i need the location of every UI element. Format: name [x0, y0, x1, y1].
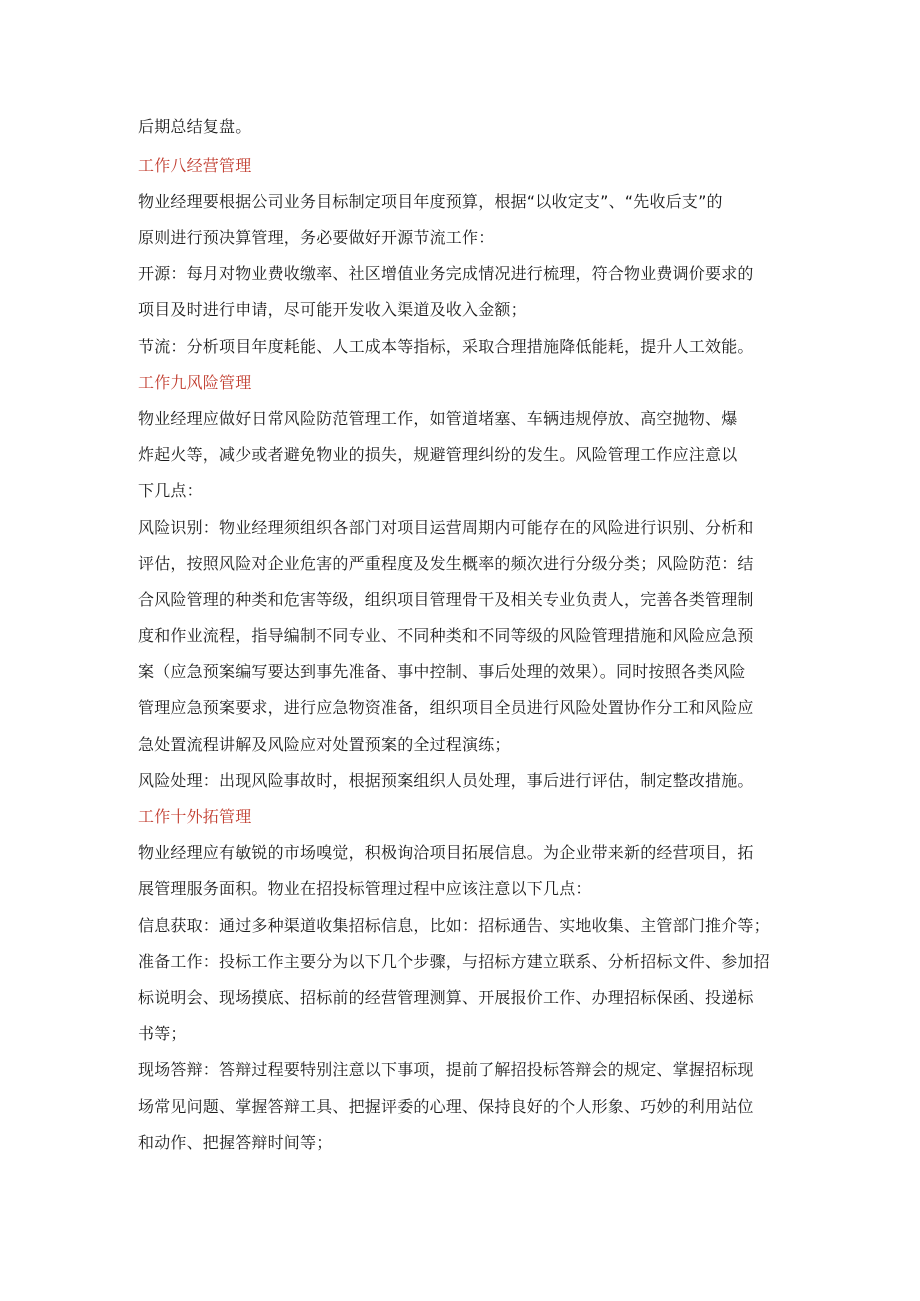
section-heading: 工作八经营管理 [138, 156, 252, 175]
paragraph-line: 信息获取：通过多种渠道收集招标信息，比如：招标通告、实地收集、主管部门推介等； [138, 916, 770, 935]
paragraph-line: 原则进行预决算管理，务必要做好开源节流工作： [138, 228, 495, 247]
paragraph-line: 物业经理要根据公司业务目标制定项目年度预算，根据“以收定支”、“先收后支”的 [138, 192, 723, 211]
paragraph-line: 准备工作：投标工作主要分为以下几个步骤，与招标方建立联系、分析招标文件、参加招 [138, 952, 770, 971]
paragraph-line: 标说明会、现场摸底、招标前的经营管理测算、开展报价工作、办理招标保函、投递标 [138, 988, 754, 1007]
section-heading: 工作九风险管理 [138, 373, 252, 392]
section-heading: 工作十外拓管理 [138, 807, 252, 826]
paragraph-line: 后期总结复盘。 [138, 117, 252, 136]
paragraph-line: 合风险管理的种类和危害等级，组织项目管理骨干及相关专业负责人，完善各类管理制 [138, 590, 754, 609]
paragraph-line: 急处置流程讲解及风险应对处置预案的全过程演练； [138, 735, 511, 754]
paragraph-line: 物业经理应有敏锐的市场嗅觉，积极询洽项目拓展信息。为企业带来新的经营项目，拓 [138, 843, 754, 862]
paragraph-line: 管理应急预案要求，进行应急物资准备，组织项目全员进行风险处置协作分工和风险应 [138, 698, 754, 717]
paragraph-line: 现场答辩：答辩过程要特别注意以下事项，提前了解招投标答辩会的规定、掌握招标现 [138, 1060, 754, 1079]
paragraph-line: 场常见问题、掌握答辩工具、把握评委的心理、保持良好的个人形象、巧妙的利用站位 [138, 1097, 754, 1116]
paragraph-line: 物业经理应做好日常风险防范管理工作，如管道堵塞、车辆违规停放、高空抛物、爆 [138, 409, 738, 428]
paragraph-line: 书等； [138, 1024, 187, 1043]
paragraph-line: 开源：每月对物业费收缴率、社区增值业务完成情况进行梳理，符合物业费调价要求的 [138, 264, 754, 283]
paragraph-line: 炸起火等，减少或者避免物业的损失，规避管理纠纷的发生。风险管理工作应注意以 [138, 445, 738, 464]
paragraph-line: 风险处理：出现风险事故时，根据预案组织人员处理，事后进行评估，制定整改措施。 [138, 771, 754, 790]
paragraph-line: 评估，按照风险对企业危害的严重程度及发生概率的频次进行分级分类；风险防范：结 [138, 554, 754, 573]
paragraph-line: 度和作业流程，指导编制不同专业、不同种类和不同等级的风险管理措施和风险应急预 [138, 626, 754, 645]
paragraph-line: 节流：分析项目年度耗能、人工成本等指标，采取合理措施降低能耗，提升人工效能。 [138, 337, 754, 356]
paragraph-line: 案（应急预案编写要达到事先准备、事中控制、事后处理的效果）。同时按照各类风险 [138, 662, 746, 681]
paragraph-line: 和动作、把握答辩时间等； [138, 1133, 333, 1152]
paragraph-line: 风险识别：物业经理须组织各部门对项目运营周期内可能存在的风险进行识别、分析和 [138, 518, 754, 537]
paragraph-line: 下几点： [138, 481, 203, 500]
paragraph-line: 展管理服务面积。物业在招投标管理过程中应该注意以下几点： [138, 879, 592, 898]
paragraph-line: 项目及时进行申请，尽可能开发收入渠道及收入金额； [138, 300, 527, 319]
